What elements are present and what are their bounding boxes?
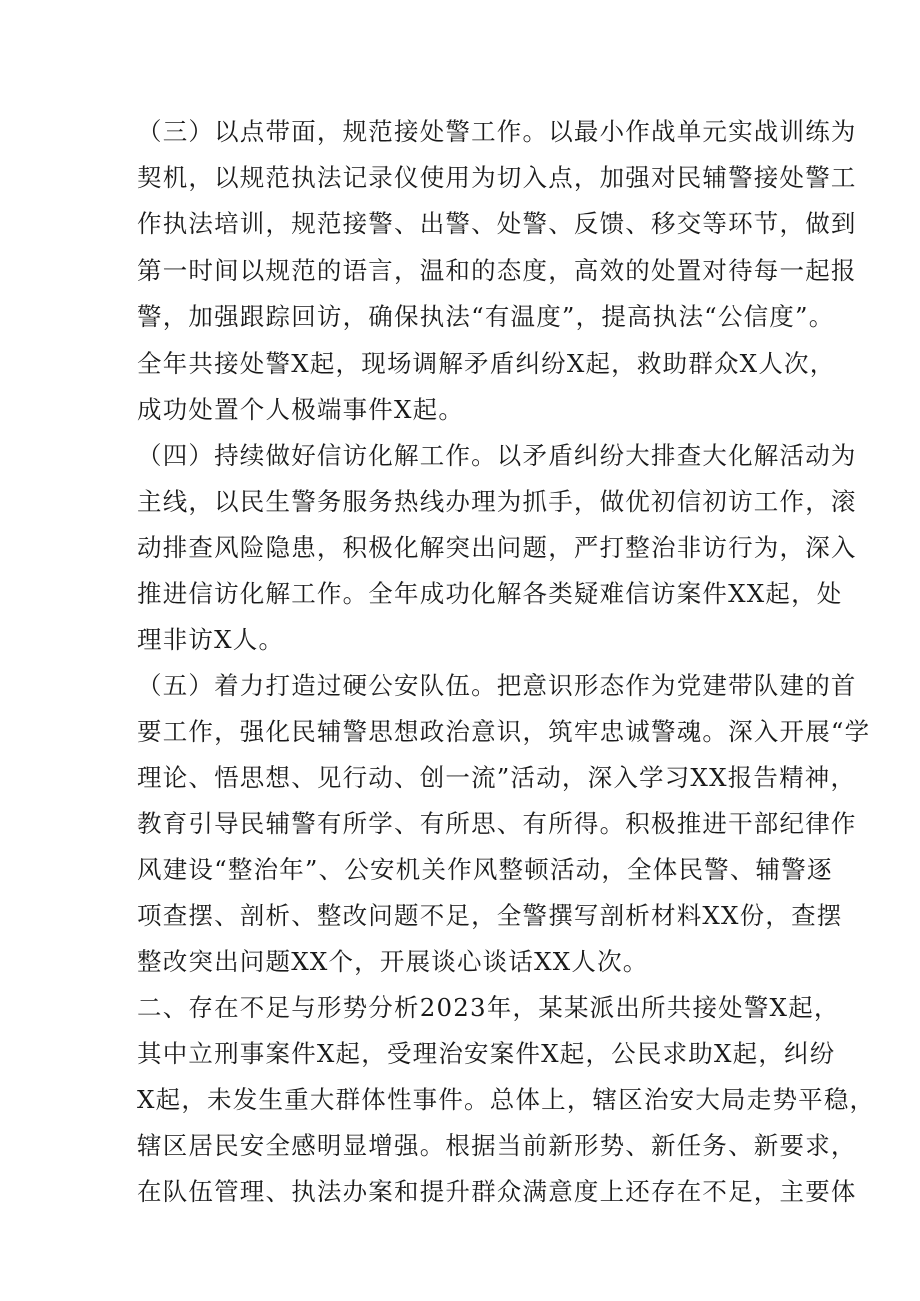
section-5-line-1: （五）着力打造过硬公安队伍。把意识形态作为党建带队建的首 xyxy=(137,671,857,700)
section-4-line-3: 动排查风险隐患，积极化解突出问题，严打整治非访行为，深入 xyxy=(137,533,857,562)
section-3-line-5: 警，加强跟踪回访，确保执法“有温度”，提高执法“公信度”。 xyxy=(137,302,835,331)
section-5-line-2: 要工作，强化民辅警思想政治意识，筑牢忠诚警魂。深入开展“学 xyxy=(137,717,871,746)
section-5-line-5: 风建设“整治年”、公安机关作风整顿活动，全体民警、辅警逐 xyxy=(137,855,833,884)
section-3-line-2: 契机，以规范执法记录仪使用为切入点，加强对民辅警接处警工 xyxy=(137,163,857,192)
part-2-line-4: 辖区居民安全感明显增强。根据当前新形势、新任务、新要求， xyxy=(137,1131,857,1160)
part-2-line-5: 在队伍管理、执法办案和提升群众满意度上还存在不足，主要体 xyxy=(137,1177,857,1206)
section-3-line-1: （三）以点带面，规范接处警工作。以最小作战单元实战训练为 xyxy=(137,117,857,146)
section-5-line-4: 教育引导民辅警有所学、有所思、有所得。积极推进干部纪律作 xyxy=(137,809,857,838)
part-2-line-3: X起，未发生重大群体性事件。总体上，辖区治安大局走势平稳， xyxy=(137,1085,876,1114)
section-4-line-1: （四）持续做好信访化解工作。以矛盾纠纷大排查大化解活动为 xyxy=(137,441,857,470)
section-4-line-5: 理非访X人。 xyxy=(137,625,285,654)
section-3-line-4: 第一时间以规范的语言，温和的态度，高效的处置对待每一起报 xyxy=(137,256,857,285)
part-2-heading-line: 二、存在不足与形势分析2023年，某某派出所共接处警X起， xyxy=(137,993,840,1022)
section-3-line-6: 全年共接处警X起，现场调解矛盾纠纷X起，救助群众X人次， xyxy=(137,349,836,378)
section-5-line-3: 理论、悟思想、见行动、创一流”活动，深入学习XX报告精神， xyxy=(137,763,857,792)
section-5-line-7: 整改突出问题XX个，开展谈心谈话XX人次。 xyxy=(137,947,649,976)
section-4-line-4: 推进信访化解工作。全年成功化解各类疑难信访案件XX起，处 xyxy=(137,579,843,608)
part-2-line-2: 其中立刑事案件X起，受理治安案件X起，公民求助X起，纠纷 xyxy=(137,1039,836,1068)
section-3-line-3: 作执法培训，规范接警、出警、处警、反馈、移交等环节，做到 xyxy=(137,209,857,238)
section-5-line-6: 项查摆、剖析、整改问题不足，全警撰写剖析材料XX份，查摆 xyxy=(137,901,843,930)
section-4-line-2: 主线，以民生警务服务热线办理为抓手，做优初信初访工作，滚 xyxy=(137,487,857,516)
section-3-line-7: 成功处置个人极端事件X起。 xyxy=(137,395,465,424)
